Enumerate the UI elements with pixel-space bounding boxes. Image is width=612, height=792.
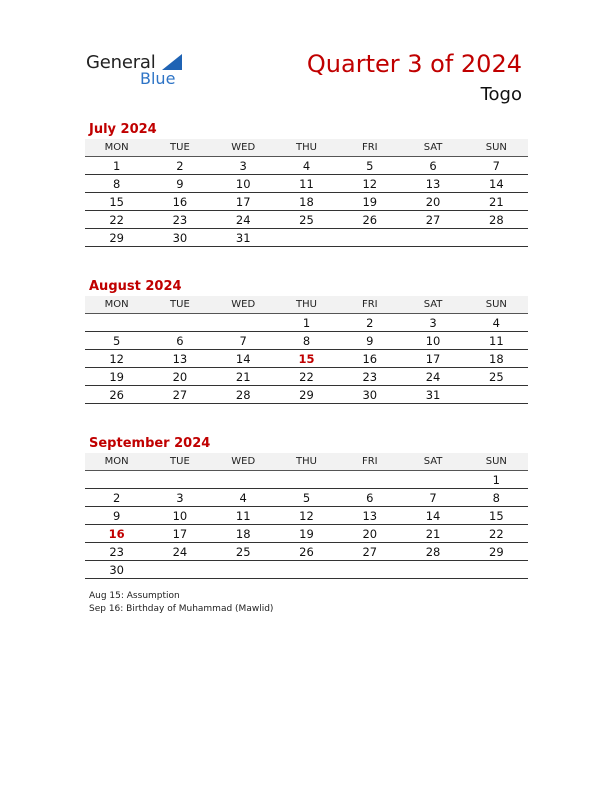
day-cell: 19 — [338, 193, 401, 211]
day-cell: 7 — [401, 489, 464, 507]
week-row — [85, 489, 528, 507]
day-cell: 12 — [275, 507, 338, 525]
day-cell: 18 — [212, 525, 275, 543]
weekday-header-row — [85, 296, 528, 314]
page-title: Quarter 3 of 2024 — [306, 50, 522, 78]
day-cell: 22 — [85, 211, 148, 229]
day-cell: 16 — [85, 525, 148, 543]
weekday-header: MON — [85, 453, 148, 471]
day-cell — [465, 561, 528, 579]
day-cell: 31 — [212, 229, 275, 247]
day-cell: 4 — [212, 489, 275, 507]
day-cell — [465, 386, 528, 404]
day-cell: 11 — [212, 507, 275, 525]
day-cell: 2 — [148, 157, 211, 175]
day-cell: 9 — [148, 175, 211, 193]
day-cell: 14 — [401, 507, 464, 525]
week-row — [85, 332, 528, 350]
week-row — [85, 525, 528, 543]
day-cell: 23 — [338, 368, 401, 386]
day-cell: 6 — [401, 157, 464, 175]
day-cell: 24 — [148, 543, 211, 561]
day-cell: 5 — [85, 332, 148, 350]
day-cell — [212, 561, 275, 579]
day-cell: 7 — [212, 332, 275, 350]
day-cell: 10 — [212, 175, 275, 193]
week-row — [85, 561, 528, 579]
day-cell: 10 — [148, 507, 211, 525]
day-cell: 5 — [338, 157, 401, 175]
day-cell: 9 — [85, 507, 148, 525]
month-calendar-table — [85, 296, 528, 404]
day-cell — [275, 229, 338, 247]
day-cell: 2 — [338, 314, 401, 332]
day-cell — [212, 314, 275, 332]
day-cell: 29 — [85, 229, 148, 247]
day-cell: 22 — [465, 525, 528, 543]
weekday-header: THU — [275, 296, 338, 314]
day-cell: 21 — [465, 193, 528, 211]
day-cell: 9 — [338, 332, 401, 350]
weekday-header: SAT — [401, 453, 464, 471]
day-cell — [212, 471, 275, 489]
day-cell — [465, 229, 528, 247]
weekday-header: TUE — [148, 139, 211, 157]
day-cell: 26 — [85, 386, 148, 404]
weekday-header: WED — [212, 139, 275, 157]
day-cell — [275, 471, 338, 489]
day-cell: 26 — [338, 211, 401, 229]
day-cell — [338, 471, 401, 489]
day-cell: 12 — [85, 350, 148, 368]
day-cell: 6 — [148, 332, 211, 350]
day-cell — [401, 229, 464, 247]
week-row — [85, 350, 528, 368]
day-cell: 10 — [401, 332, 464, 350]
day-cell: 21 — [212, 368, 275, 386]
day-cell: 11 — [275, 175, 338, 193]
day-cell: 20 — [401, 193, 464, 211]
day-cell: 25 — [212, 543, 275, 561]
weekday-header: SUN — [465, 453, 528, 471]
week-row — [85, 314, 528, 332]
weekday-header: SUN — [465, 296, 528, 314]
day-cell: 29 — [465, 543, 528, 561]
day-cell: 20 — [148, 368, 211, 386]
week-row — [85, 507, 528, 525]
day-cell: 16 — [338, 350, 401, 368]
day-cell: 28 — [465, 211, 528, 229]
weekday-header: SAT — [401, 296, 464, 314]
day-cell — [85, 471, 148, 489]
day-cell: 6 — [338, 489, 401, 507]
day-cell: 27 — [148, 386, 211, 404]
week-row — [85, 175, 528, 193]
day-cell: 8 — [465, 489, 528, 507]
day-cell — [401, 561, 464, 579]
month-title: July 2024 — [89, 122, 157, 137]
day-cell: 4 — [275, 157, 338, 175]
day-cell — [338, 561, 401, 579]
day-cell: 24 — [401, 368, 464, 386]
weekday-header: FRI — [338, 296, 401, 314]
month-title: September 2024 — [89, 436, 211, 451]
day-cell: 25 — [275, 211, 338, 229]
month-september — [85, 435, 528, 579]
logo-triangle-icon — [162, 54, 182, 70]
weekday-header-row — [85, 139, 528, 157]
day-cell: 13 — [148, 350, 211, 368]
day-cell: 17 — [212, 193, 275, 211]
day-cell: 1 — [465, 471, 528, 489]
day-cell: 25 — [465, 368, 528, 386]
day-cell: 24 — [212, 211, 275, 229]
generalblue-logo — [86, 52, 196, 92]
day-cell: 30 — [338, 386, 401, 404]
month-title: August 2024 — [89, 279, 182, 294]
day-cell: 17 — [401, 350, 464, 368]
week-row — [85, 386, 528, 404]
weekday-header: FRI — [338, 453, 401, 471]
day-cell: 31 — [401, 386, 464, 404]
day-cell: 14 — [465, 175, 528, 193]
day-cell — [275, 561, 338, 579]
week-row — [85, 211, 528, 229]
day-cell: 29 — [275, 386, 338, 404]
day-cell: 14 — [212, 350, 275, 368]
day-cell: 15 — [465, 507, 528, 525]
day-cell: 5 — [275, 489, 338, 507]
weekday-header: THU — [275, 139, 338, 157]
month-calendar-table — [85, 139, 528, 247]
holiday-note: Sep 16: Birthday of Muhammad (Mawlid) — [89, 604, 274, 614]
day-cell: 17 — [148, 525, 211, 543]
day-cell: 30 — [85, 561, 148, 579]
weekday-header: MON — [85, 296, 148, 314]
day-cell: 19 — [275, 525, 338, 543]
day-cell: 21 — [401, 525, 464, 543]
day-cell: 18 — [465, 350, 528, 368]
weekday-header: SUN — [465, 139, 528, 157]
weekday-header: SAT — [401, 139, 464, 157]
day-cell: 1 — [275, 314, 338, 332]
day-cell: 19 — [85, 368, 148, 386]
day-cell: 28 — [212, 386, 275, 404]
day-cell: 27 — [338, 543, 401, 561]
day-cell: 3 — [401, 314, 464, 332]
day-cell — [85, 314, 148, 332]
weekday-header: TUE — [148, 296, 211, 314]
weekday-header: WED — [212, 296, 275, 314]
day-cell: 13 — [401, 175, 464, 193]
weekday-header: MON — [85, 139, 148, 157]
week-row — [85, 193, 528, 211]
day-cell: 4 — [465, 314, 528, 332]
day-cell: 2 — [85, 489, 148, 507]
day-cell — [401, 471, 464, 489]
day-cell: 8 — [85, 175, 148, 193]
weekday-header: TUE — [148, 453, 211, 471]
day-cell: 7 — [465, 157, 528, 175]
day-cell: 28 — [401, 543, 464, 561]
day-cell: 18 — [275, 193, 338, 211]
holiday-note: Aug 15: Assumption — [89, 591, 180, 601]
country-name: Togo — [480, 84, 522, 105]
day-cell: 23 — [85, 543, 148, 561]
weekday-header: FRI — [338, 139, 401, 157]
day-cell: 15 — [85, 193, 148, 211]
day-cell — [338, 229, 401, 247]
logo-general-text: General — [86, 52, 156, 73]
day-cell: 15 — [275, 350, 338, 368]
day-cell: 11 — [465, 332, 528, 350]
day-cell: 30 — [148, 229, 211, 247]
day-cell: 8 — [275, 332, 338, 350]
month-august — [85, 278, 528, 404]
day-cell — [148, 561, 211, 579]
week-row — [85, 543, 528, 561]
weekday-header: THU — [275, 453, 338, 471]
holiday-notes — [89, 590, 273, 616]
day-cell: 1 — [85, 157, 148, 175]
day-cell: 27 — [401, 211, 464, 229]
logo-blue-text: Blue — [140, 69, 176, 88]
day-cell: 3 — [148, 489, 211, 507]
week-row — [85, 471, 528, 489]
week-row — [85, 229, 528, 247]
day-cell — [148, 471, 211, 489]
weekday-header-row — [85, 453, 528, 471]
day-cell: 16 — [148, 193, 211, 211]
day-cell: 3 — [212, 157, 275, 175]
day-cell: 13 — [338, 507, 401, 525]
day-cell: 26 — [275, 543, 338, 561]
day-cell: 20 — [338, 525, 401, 543]
day-cell: 23 — [148, 211, 211, 229]
month-july — [85, 121, 528, 247]
day-cell — [148, 314, 211, 332]
day-cell: 22 — [275, 368, 338, 386]
weekday-header: WED — [212, 453, 275, 471]
day-cell: 12 — [338, 175, 401, 193]
week-row — [85, 157, 528, 175]
month-calendar-table — [85, 453, 528, 579]
week-row — [85, 368, 528, 386]
